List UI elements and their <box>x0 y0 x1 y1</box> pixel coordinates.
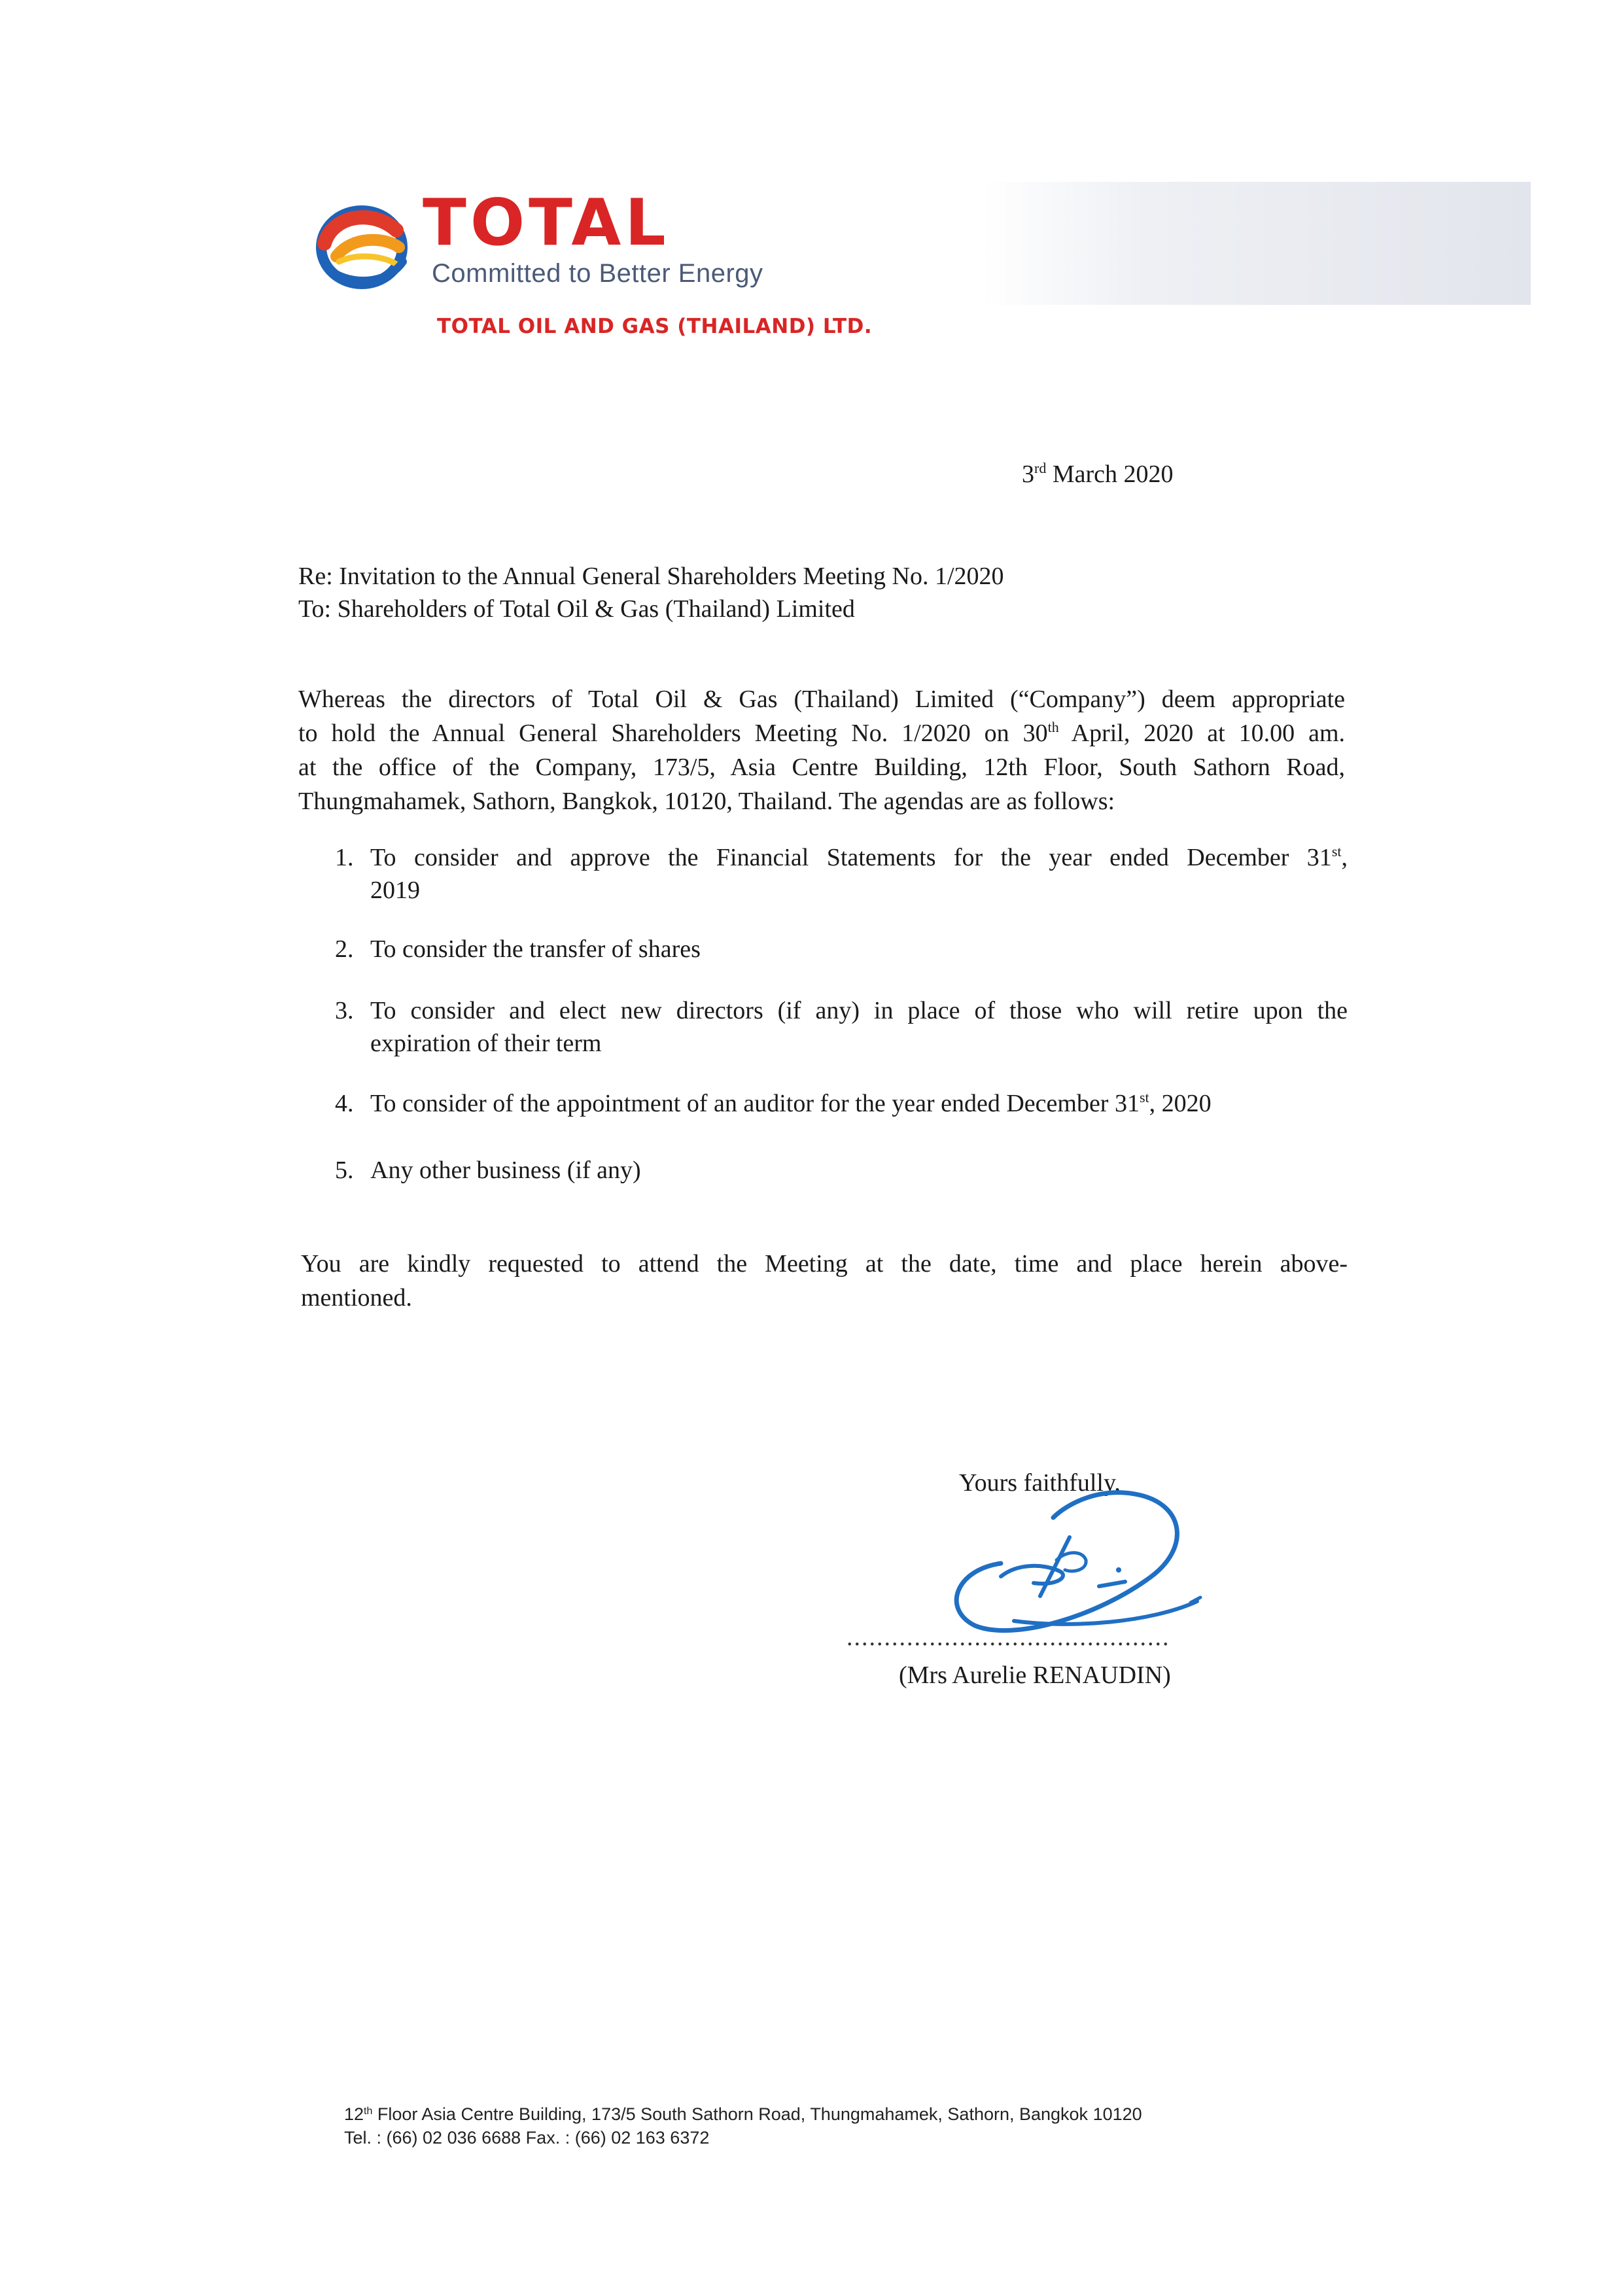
signature-line: ........................................... <box>846 1624 1170 1651</box>
intro-line: at the office of the Company, 173/5, Asia Centre Building, 12th Floor, South Sathorn Road, <box>298 754 1345 781</box>
date-rest: March 2020 <box>1046 461 1174 488</box>
agenda-text <box>370 1087 1348 1120</box>
agenda-line: expiration of their term <box>370 1030 602 1057</box>
signer-name: (Mrs Aurelie RENAUDIN) <box>899 1661 1171 1689</box>
intro-paragraph <box>298 682 1345 818</box>
footer-contact: Tel. : (66) 02 036 6688 Fax. : (66) 02 163 6372 <box>344 2128 710 2148</box>
agenda-text <box>370 994 1348 1060</box>
reference-block <box>298 560 1004 625</box>
yours-faithfully: Yours faithfully, <box>959 1469 1121 1497</box>
agenda-number: 2. <box>335 935 354 963</box>
intro-line <box>298 716 1345 750</box>
agenda-line-part: To consider and approve the Financial Statements for the year ended December 31 <box>370 844 1332 871</box>
agenda-number: 5. <box>335 1157 354 1184</box>
agenda-text <box>370 841 1348 907</box>
brand-tagline: Committed to Better Energy <box>432 259 763 288</box>
agenda-line <box>370 1090 1212 1117</box>
to-line: To: Shareholders of Total Oil & Gas (Thailand) Limited <box>298 595 855 623</box>
intro-line: Thungmahamek, Sathorn, Bangkok, 10120, Thailand. The agendas are as follows: <box>298 788 1115 815</box>
ordinal-suffix: th <box>364 2106 373 2117</box>
letter-date <box>1022 462 1174 487</box>
footer-address-part: 12 <box>344 2104 364 2124</box>
agenda-number: 3. <box>335 997 354 1024</box>
brand-name: TOTAL <box>423 186 670 260</box>
agenda-line-part: To consider of the appointment of an auditor for the year ended December 31 <box>370 1090 1140 1117</box>
agenda-number: 1. <box>335 844 354 871</box>
intro-line: Whereas the directors of Total Oil & Gas (Thailand) Limited (“Company”) deem appropriate <box>298 686 1345 713</box>
date-day-suffix: rd <box>1034 460 1047 476</box>
agenda-line: Any other business (if any) <box>370 1157 641 1184</box>
letterhead-band <box>981 182 1531 305</box>
agenda-text <box>370 1154 1348 1187</box>
footer <box>344 2102 1142 2149</box>
company-name: TOTAL OIL AND GAS (THAILAND) LTD. <box>437 315 873 338</box>
agenda-number: 4. <box>335 1090 354 1117</box>
closing-line: You are kindly requested to attend the Meeting at the date, time and place herein above- <box>301 1250 1348 1278</box>
agenda-line: 2019 <box>370 877 420 904</box>
agenda-line: To consider and elect new directors (if any) in place of those who will retire upon the <box>370 997 1348 1024</box>
date-day: 3 <box>1022 461 1034 488</box>
total-logo-icon <box>313 196 411 294</box>
agenda-line-part: , 2020 <box>1149 1090 1212 1117</box>
footer-address <box>344 2102 1142 2126</box>
ordinal-suffix: st <box>1139 1089 1149 1105</box>
re-line: Re: Invitation to the Annual General Shareholders Meeting No. 1/2020 <box>298 563 1004 590</box>
agenda-line <box>370 841 1348 874</box>
closing-paragraph <box>301 1247 1348 1315</box>
handwritten-signature <box>903 1465 1243 1642</box>
closing-line: mentioned. <box>301 1284 412 1312</box>
footer-address-part: Floor Asia Centre Building, 173/5 South Sathorn Road, Thungmahamek, Sathorn, Bangkok 10120 <box>372 2104 1142 2124</box>
intro-line-part: to hold the Annual General Shareholders Meeting No. 1/2020 on 30 <box>298 720 1048 747</box>
agenda-line-part: , <box>1341 844 1348 871</box>
agenda-text <box>370 933 1348 965</box>
ordinal-suffix: th <box>1047 719 1059 735</box>
intro-line-part: April, 2020 at 10.00 am. <box>1058 720 1345 747</box>
ordinal-suffix: st <box>1331 843 1342 860</box>
agenda-line: To consider the transfer of shares <box>370 935 701 963</box>
